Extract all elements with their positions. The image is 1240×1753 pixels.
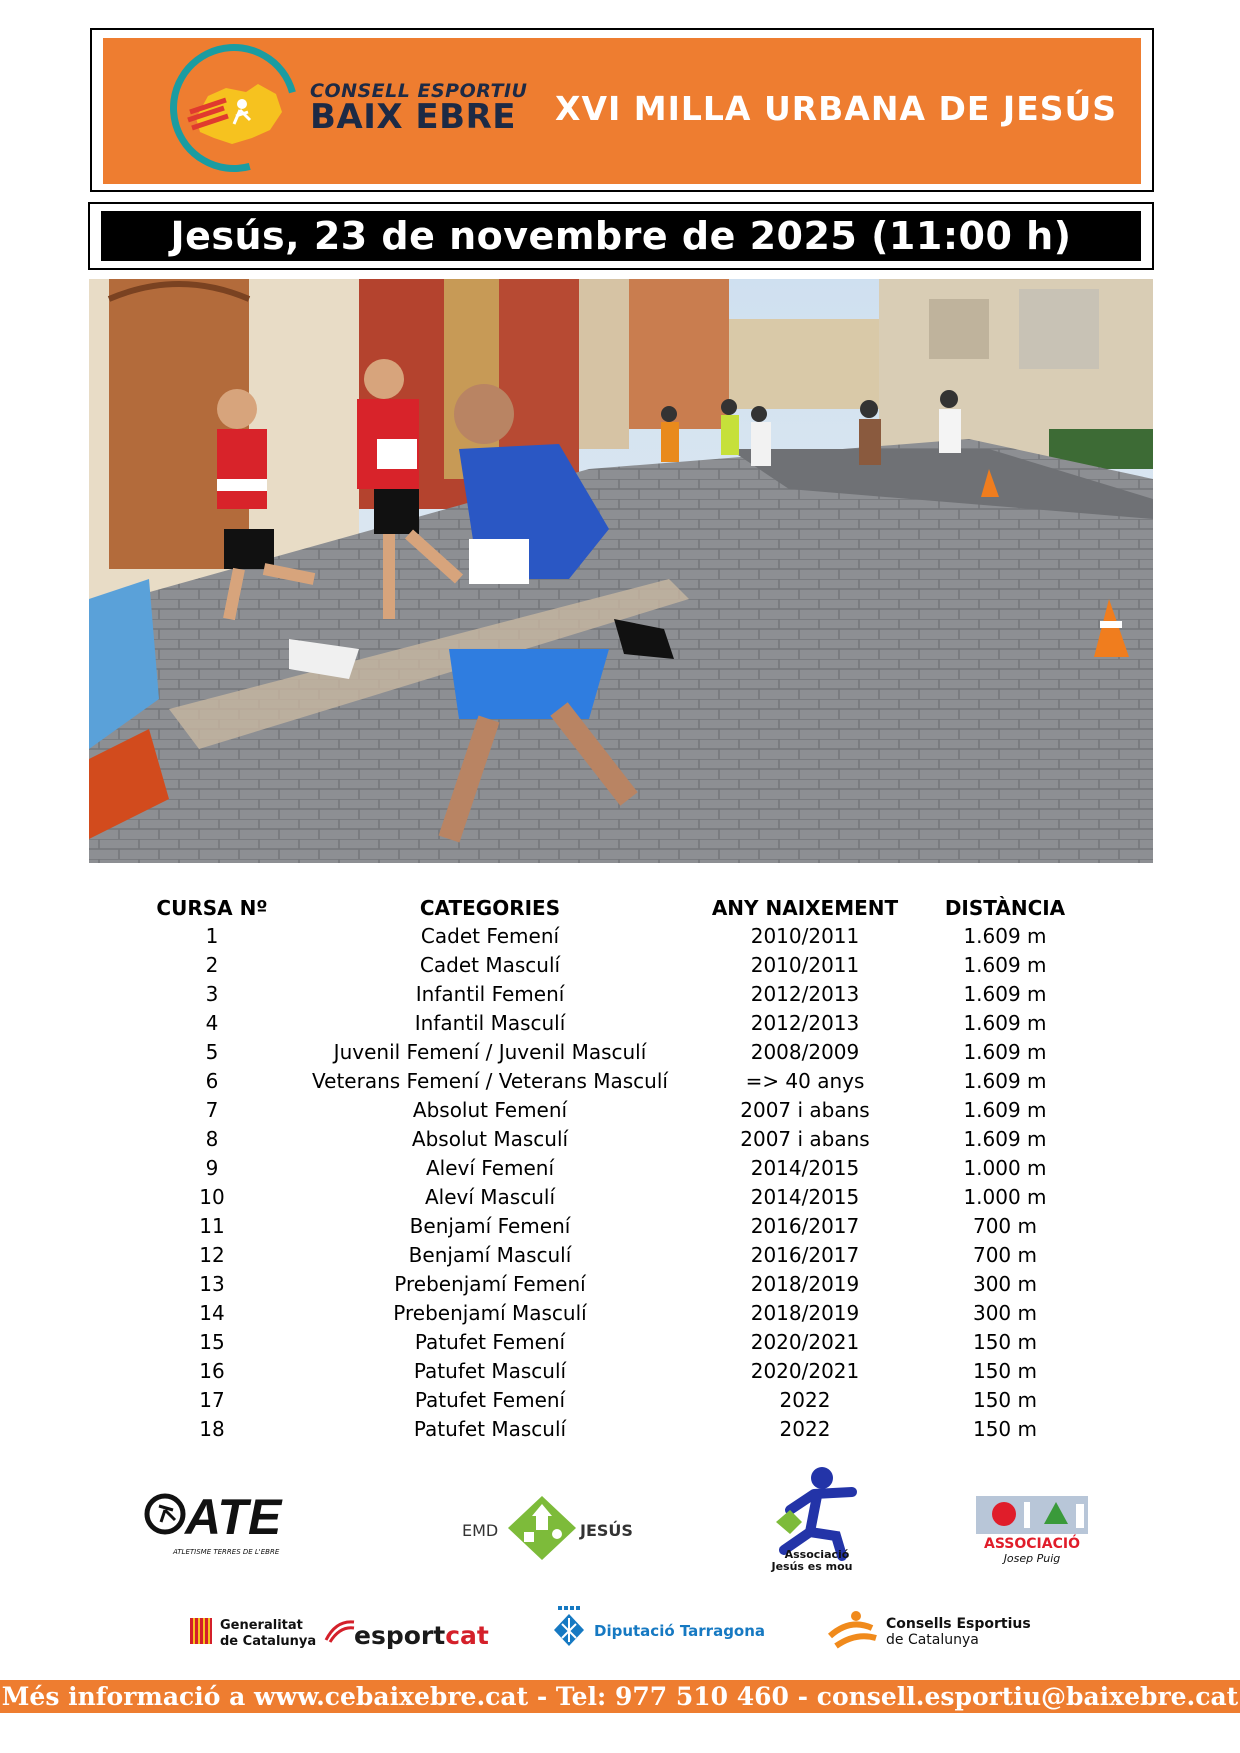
table-row (0, 1156, 1240, 1185)
gencat-line1: Generalitat (220, 1618, 303, 1633)
birth-year: 2018/2019 (750, 1272, 860, 1296)
category: Absolut Femení (412, 1098, 568, 1122)
assoc-line1: Associació (784, 1548, 850, 1561)
table-row (0, 1040, 1240, 1069)
header-cursa: CURSA Nº (156, 896, 268, 920)
category: Patufet Femení (414, 1388, 566, 1412)
birth-year: 2020/2021 (750, 1359, 860, 1383)
svg-text:esportcat (354, 1621, 489, 1650)
table-row (0, 1272, 1240, 1301)
birth-year: 2018/2019 (750, 1301, 860, 1325)
distance: 300 m (972, 1272, 1037, 1296)
table-row (0, 1011, 1240, 1040)
birth-year: 2016/2017 (750, 1243, 860, 1267)
distance: 150 m (972, 1417, 1037, 1441)
distance: 1.609 m (963, 982, 1047, 1006)
puig-line1: ASSOCIACIÓ (984, 1536, 1080, 1552)
category: Patufet Masculí (413, 1359, 567, 1383)
cursa-number: 2 (205, 953, 219, 977)
birth-year: 2007 i abans (740, 1127, 870, 1151)
distance: 1.000 m (963, 1185, 1047, 1209)
cursa-number: 17 (199, 1388, 225, 1412)
category: Patufet Femení (414, 1330, 566, 1354)
jesus-text: JESÚS (580, 1521, 633, 1540)
category: Patufet Masculí (413, 1417, 567, 1441)
cursa-number: 16 (199, 1359, 225, 1383)
distance: 1.000 m (963, 1156, 1047, 1180)
table-row (0, 1359, 1240, 1388)
category: Aleví Femení (425, 1156, 555, 1180)
header-any-naixement: ANY NAIXEMENT (711, 896, 899, 920)
cursa-number: 4 (205, 1011, 219, 1035)
category: Benjamí Femení (409, 1214, 571, 1238)
birth-year: 2014/2015 (750, 1156, 860, 1180)
distance: 700 m (972, 1214, 1037, 1238)
cursa-number: 10 (199, 1185, 225, 1209)
footer-contact-info: Més informació a www.cebaixebre.cat - Tel: 977 510 460 - consell.esportiu@baixebre.cat (1, 1682, 1239, 1711)
birth-year: => 40 anys (745, 1069, 865, 1093)
emd-text: EMD (462, 1521, 499, 1540)
distance: 150 m (972, 1330, 1037, 1354)
generalitat-logo (188, 1612, 318, 1652)
org-name-line2: BAIX EBRE (310, 97, 516, 137)
birth-year: 2008/2009 (750, 1040, 860, 1064)
consells-esportius-logo (826, 1608, 1036, 1654)
distance: 150 m (972, 1388, 1037, 1412)
cursa-number: 9 (205, 1156, 219, 1180)
cursa-number: 6 (205, 1069, 219, 1093)
birth-year: 2016/2017 (750, 1214, 860, 1238)
category: Cadet Femení (420, 924, 560, 948)
birth-year: 2014/2015 (750, 1185, 860, 1209)
jesus-es-mou-logo (762, 1466, 872, 1574)
category: Prebenjamí Masculí (393, 1301, 587, 1325)
table-row (0, 1214, 1240, 1243)
birth-year: 2010/2011 (750, 924, 860, 948)
table-row (0, 1069, 1240, 1098)
cursa-number: 8 (205, 1127, 219, 1151)
distance: 150 m (972, 1359, 1037, 1383)
birth-year: 2007 i abans (740, 1098, 870, 1122)
birth-year: 2010/2011 (750, 953, 860, 977)
org-name-line1: CONSELL ESPORTIU (310, 80, 528, 102)
table-row (0, 1243, 1240, 1272)
category: Prebenjamí Femení (394, 1272, 586, 1296)
cursa-number: 7 (205, 1098, 219, 1122)
distance: 1.609 m (963, 1098, 1047, 1122)
category: Infantil Masculí (414, 1011, 566, 1035)
distance: 1.609 m (963, 1127, 1047, 1151)
race-photo (89, 279, 1153, 863)
emd-jesus-logo (462, 1492, 642, 1564)
category: Cadet Masculí (419, 953, 561, 977)
distance: 300 m (972, 1301, 1037, 1325)
event-title: XVI MILLA URBANA DE JESÚS (555, 89, 1118, 128)
distance: 1.609 m (963, 1040, 1047, 1064)
assoc-line2: Jesús es mou (771, 1560, 853, 1573)
birth-year: 2022 (779, 1417, 831, 1441)
category: Benjamí Masculí (408, 1243, 572, 1267)
baix-ebre-map-logo (186, 78, 286, 148)
category: Aleví Masculí (424, 1185, 555, 1209)
cursa-number: 3 (205, 982, 219, 1006)
cursa-number: 18 (199, 1417, 225, 1441)
cursa-number: 11 (199, 1214, 225, 1238)
header-categories: CATEGORIES (419, 896, 561, 920)
cursa-number: 1 (205, 924, 219, 948)
gencat-line2: de Catalunya (220, 1634, 317, 1649)
header-distancia: DISTÀNCIA (944, 896, 1066, 920)
category: Absolut Masculí (411, 1127, 569, 1151)
birth-year: 2020/2021 (750, 1330, 860, 1354)
ate-subtitle: ATLETISME TERRES DE L'EBRE (173, 1548, 280, 1556)
table-row (0, 1127, 1240, 1156)
category: Infantil Femení (415, 982, 565, 1006)
distance: 700 m (972, 1243, 1037, 1267)
table-row (0, 1330, 1240, 1359)
cat-text: cat (445, 1621, 489, 1650)
birth-year: 2012/2013 (750, 982, 860, 1006)
cursa-number: 12 (199, 1243, 225, 1267)
table-row (0, 1098, 1240, 1127)
distance: 1.609 m (963, 1069, 1047, 1093)
associacio-josep-puig-logo (972, 1494, 1092, 1566)
ate-logo (143, 1488, 293, 1558)
cursa-number: 13 (199, 1272, 225, 1296)
category: Juvenil Femení / Juvenil Masculí (333, 1040, 647, 1064)
cursa-number: 14 (199, 1301, 225, 1325)
cursa-number: 5 (205, 1040, 219, 1064)
esport-text: esport (354, 1621, 446, 1650)
birth-year: 2022 (779, 1388, 831, 1412)
table-header (0, 896, 1240, 925)
table-row (0, 1388, 1240, 1417)
cursa-number: 15 (199, 1330, 225, 1354)
table-row (0, 1417, 1240, 1446)
diputacio-tarragona-logo (552, 1604, 766, 1654)
esportcat-logo (322, 1612, 489, 1652)
consells-line2: de Catalunya (886, 1632, 979, 1648)
category: Veterans Femení / Veterans Masculí (312, 1069, 668, 1093)
diputacio-text: Diputació Tarragona (594, 1622, 766, 1640)
table-row (0, 924, 1240, 953)
consells-line1: Consells Esportius (886, 1616, 1031, 1632)
table-row (0, 1185, 1240, 1214)
birth-year: 2012/2013 (750, 1011, 860, 1035)
event-date: Jesús, 23 de novembre de 2025 (11:00 h) (170, 214, 1072, 258)
distance: 1.609 m (963, 1011, 1047, 1035)
table-row (0, 1301, 1240, 1330)
table-row (0, 953, 1240, 982)
distance: 1.609 m (963, 924, 1047, 948)
ate-text: ATE (185, 1489, 282, 1545)
puig-line2: Josep Puig (1003, 1552, 1061, 1565)
distance: 1.609 m (963, 953, 1047, 977)
table-row (0, 982, 1240, 1011)
